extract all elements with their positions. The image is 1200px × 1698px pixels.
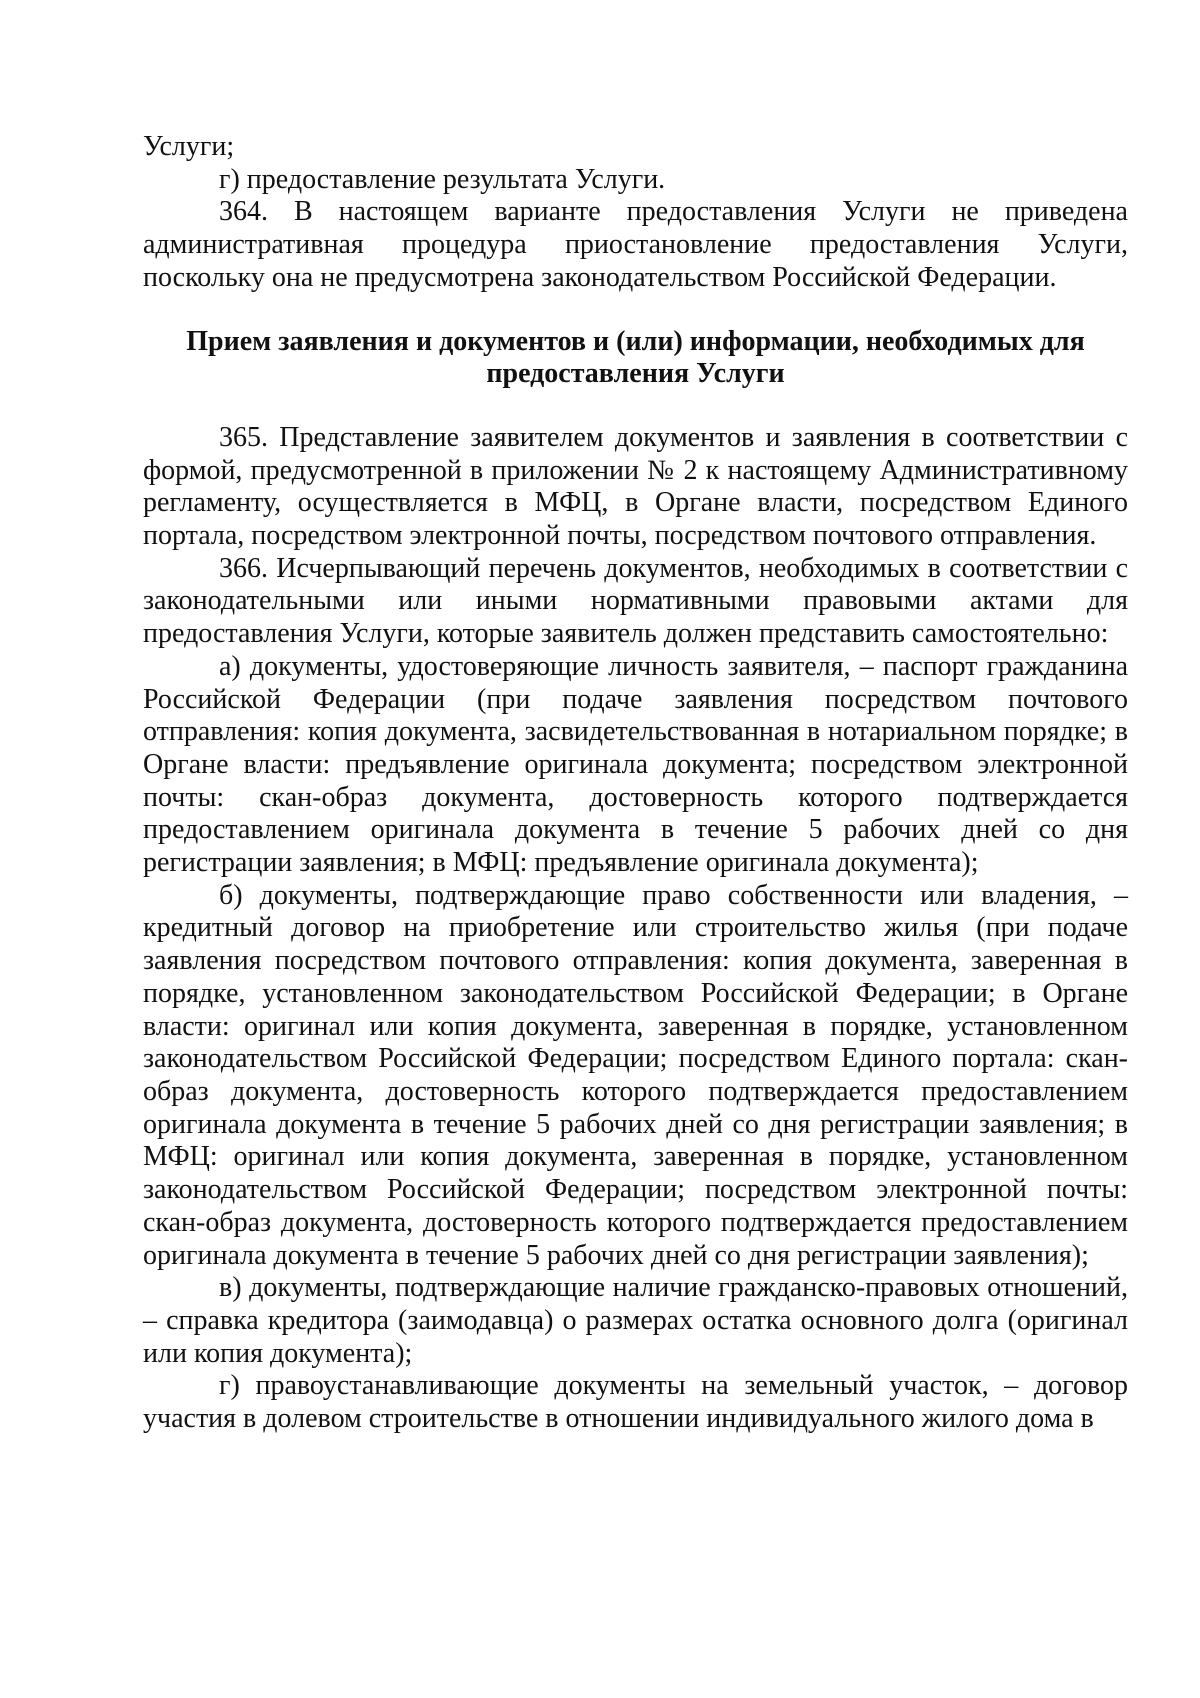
paragraph-item-b-ownership-documents: б) документы, подтверждающие право собственности или владения, – кредитный договор на приобретение или строительство жилья (при подаче заявления посредством почтового отправления: копия документа, заверенная в порядке, установленном законодательством Российской Федерации; в Органе власти: оригинал или копия документа, заверенная в порядке, установленном законодательством Российской Федерации; посредством Единого портала: скан-образ документа, достоверность которого подтверждается предоставлением оригинала документа в течение 5 рабочих дней со дня регистрации заявления; в МФЦ: оригинал или копия документа, заверенная в порядке, установленном законодательством Российской Федерации; посредством электронной почты: скан-образ документа, достоверность которого подтверждается предоставлением оригинала документа в течение 5 рабочих дней со дня регистрации заявления); — [143, 879, 1128, 1271]
paragraph-item-a-identity-documents: а) документы, удостоверяющие личность заявителя, – паспорт гражданина Российской Федерации (при подаче заявления посредством почтового отправления: копия документа, засвидетельствованная в нотариальном порядке; в Органе власти: предъявление оригинала документа; посредством электронной почты: скан-образ документа, достоверность которого подтверждается предоставлением оригинала документа в течение 5 рабочих дней со дня регистрации заявления; в МФЦ: предъявление оригинала документа); — [143, 650, 1128, 879]
paragraph-364: 364. В настоящем варианте предоставления Услуги не приведена административная процедура приостановление предоставления Услуги, поскольку она не предусмотрена законодательством Российской Федерации. — [143, 196, 1128, 293]
document-body — [143, 131, 1128, 1436]
paragraph-item-g-result: г) предоставление результата Услуги. — [219, 163, 666, 195]
paragraph-continuation: Услуги; — [143, 131, 235, 162]
section-heading-line-1: Прием заявления и документов и (или) информации, необходимых для — [186, 325, 1085, 357]
section-heading-line-2: предоставления Услуги — [486, 358, 785, 390]
paragraph-item-g-land-documents: г) правоустанавливающие документы на земельный участок, – договор участия в долевом строительстве в отношении индивидуального жилого дома в — [143, 1370, 1128, 1435]
paragraph-item-v-civil-law-documents: в) документы, подтверждающие наличие гражданско-правовых отношений, – справка кредитора (заимодавца) о размерах остатка основного долга (оригинал или копия документа); — [143, 1272, 1128, 1369]
paragraph-366: 366. Исчерпывающий перечень документов, необходимых в соответствии с законодательными или иными нормативными правовыми актами для предоставления Услуги, которые заявитель должен представить самостоятельно: — [143, 552, 1128, 650]
paragraph-365: 365. Представление заявителем документов и заявления в соответствии с формой, предусмотренной в приложении № 2 к настоящему Административному регламенту, осуществляется в МФЦ, в Органе власти, посредством Единого портала, посредством электронной почты, посредством почтового отправления. — [143, 421, 1128, 552]
section-heading — [143, 326, 1128, 391]
